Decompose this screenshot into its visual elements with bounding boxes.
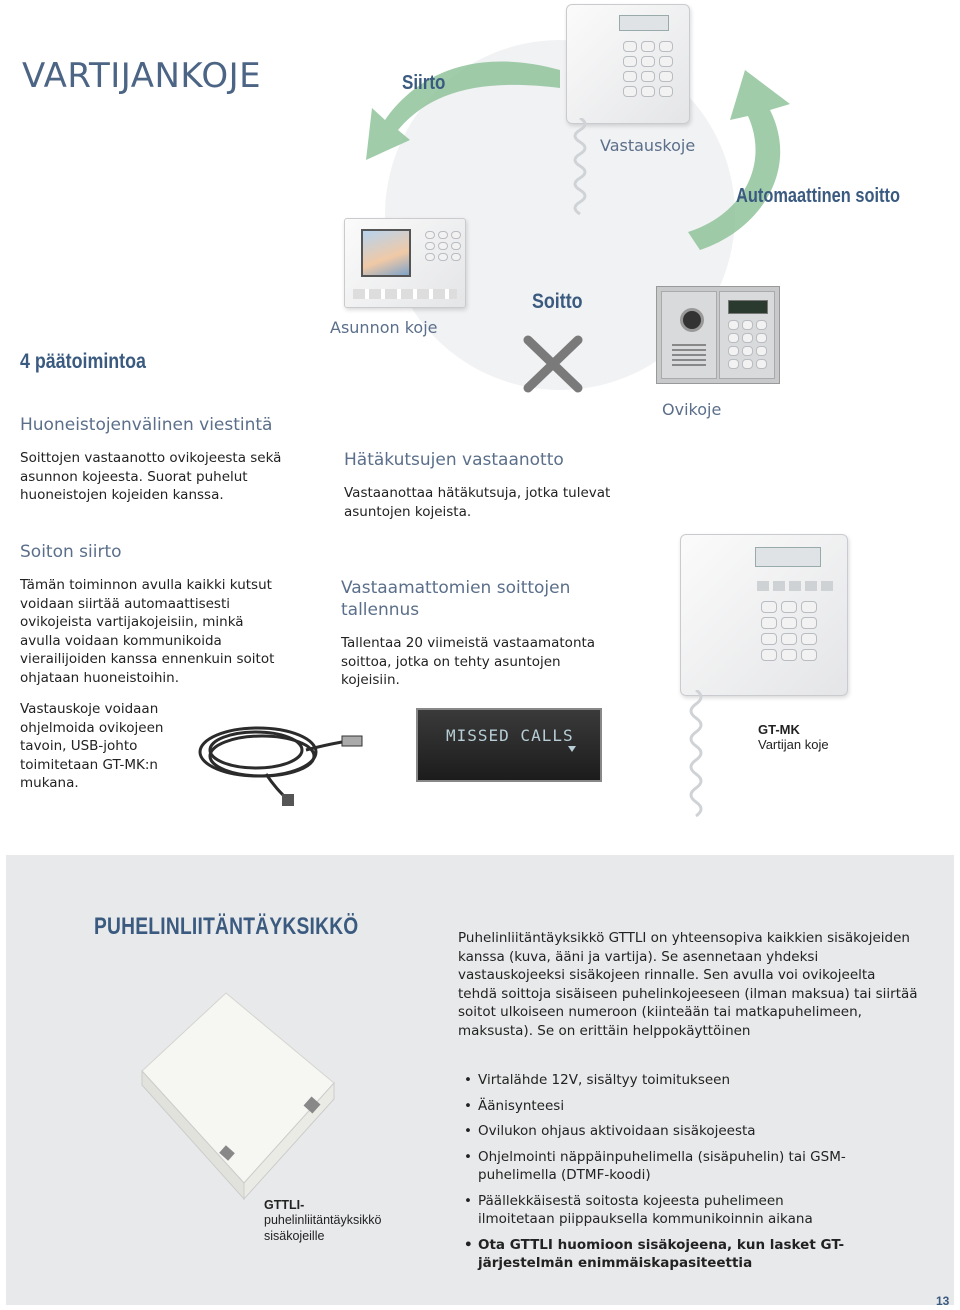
door-station-keypad-panel (719, 291, 775, 379)
label-automaattinen-soitto: Automaattinen soitto (736, 185, 900, 207)
label-soitto: Soitto (532, 290, 583, 313)
missed-calls-text: MISSED CALLS (446, 726, 574, 745)
scroll-down-icon (568, 746, 576, 752)
monitor-button-row (353, 289, 457, 299)
door-camera-icon (680, 308, 704, 332)
feature-item: • Ovilukon ohjaus aktivoidaan sisäkojeesta (464, 1122, 864, 1141)
section-4-body: Tallentaa 20 viimeistä vastaamatonta soittoa, jotka on tehty asuntojen kojeisiin. (341, 635, 596, 688)
feature-item: • Päällekkäisestä soitosta kojeesta puhelimeen ilmoitetaan piippauksella kommunikoinnin aikana (464, 1192, 864, 1229)
usb-note: Vastauskoje voidaan ohjelmoida ovikojeen tavoin, USB-johto toimitetaan GT-MK:n mukana. (20, 701, 164, 791)
gttli-caption-1: puhelinliitäntäyksikkö (264, 1213, 382, 1227)
feature-item: • Ota GTTLI huomioon sisäkojeena, kun lasket GT-järjestelmän enimmäiskapasiteettia (464, 1236, 864, 1273)
feature-item: • Äänisynteesi (464, 1097, 864, 1116)
gtmk-keypad (761, 601, 817, 661)
gtmk-device-image (680, 534, 848, 696)
feature-item: • Virtalähde 12V, sisältyy toimitukseen (464, 1071, 864, 1090)
gttli-caption-2: sisäkojeille (264, 1229, 325, 1243)
bottom-intro: Puhelinliitäntäyksikkö GTTLI on yhteensopiva kaikkien sisäkojeiden kanssa (kuva, ääni ja vartija). Se asennetaan yhdeksi vastauskojeeksi sisäkojeen rinnalle. Sen avulla voi ovikojeelta tehdä soittoja sisäiseen puhelinkojeeseen (ilman maksua) tai siirtää soitot ulkoiseen numeroon (kiinteään tai matkapuhelimeen, maksusta). Se on erittäin helppokäyttöinen (458, 930, 918, 1039)
label-asunnon-koje: Asunnon koje (330, 318, 438, 337)
answering-unit-keypad (623, 41, 673, 97)
door-speaker-grille (672, 342, 706, 366)
section-2-body: Vastaanottaa hätäkutsuja, jotka tulevat asuntojen kojeista. (344, 485, 611, 520)
apartment-monitor-image (344, 218, 466, 308)
gtmk-caption: Vartijan koje (758, 737, 829, 752)
door-station-keys (728, 320, 767, 369)
door-station-camera-panel (661, 291, 717, 379)
answering-unit-display (619, 15, 669, 31)
gttli-device-image (126, 987, 346, 1207)
page-title: VARTIJANKOJE (22, 56, 262, 96)
section-3-heading: Soiton siirto (20, 542, 122, 562)
gtmk-function-keys (757, 581, 835, 591)
section-1-heading: Huoneistojenvälinen viestintä (20, 415, 273, 435)
missed-calls-display (416, 708, 602, 782)
feature-item: • Ohjelmointi näppäinpuhelimella (sisäpuhelin) tai GSM-puhelimella (DTMF-koodi) (464, 1148, 864, 1185)
answering-unit-image (566, 4, 690, 124)
section-4-heading: Vastaamattomien soittojen tallennus (341, 578, 571, 620)
gtmk-model: GT-MK (758, 722, 800, 737)
monitor-screen (361, 229, 411, 277)
door-station-image (656, 286, 780, 384)
bottom-heading: PUHELINLIITÄNTÄYKSIKKÖ (94, 913, 359, 940)
gtmk-cord (676, 690, 716, 820)
usb-cable-image (196, 712, 366, 808)
gttli-model: GTTLI- (264, 1198, 305, 1212)
bottom-band (6, 855, 954, 1305)
label-siirto: Siirto (402, 72, 446, 94)
label-vastauskoje: Vastauskoje (600, 136, 696, 155)
monitor-keypad (425, 231, 461, 261)
section-1-body: Soittojen vastaanotto ovikojeesta sekä asunnon kojeesta. Suorat puhelut huoneistojen kojeiden kanssa. (20, 450, 282, 503)
label-ovikoje: Ovikoje (662, 400, 722, 419)
door-station-display (728, 300, 768, 314)
section-2-heading: Hätäkutsujen vastaanotto (344, 450, 564, 470)
gtmk-display (755, 547, 821, 567)
main-heading: 4 päätoimintoa (20, 350, 146, 373)
answering-unit-cord (560, 118, 600, 218)
feature-list (464, 1071, 864, 1280)
page-number: 13 (936, 1294, 950, 1308)
section-3-body: Tämän toiminnon avulla kaikki kutsut voidaan siirtää automaattisesti ovikojeista vartijakojeisiin, minkä avulla voidaan kommunikoida vierailijoiden kanssa ennenkuin soitot ohjataan huoneistoihin. (20, 577, 275, 686)
